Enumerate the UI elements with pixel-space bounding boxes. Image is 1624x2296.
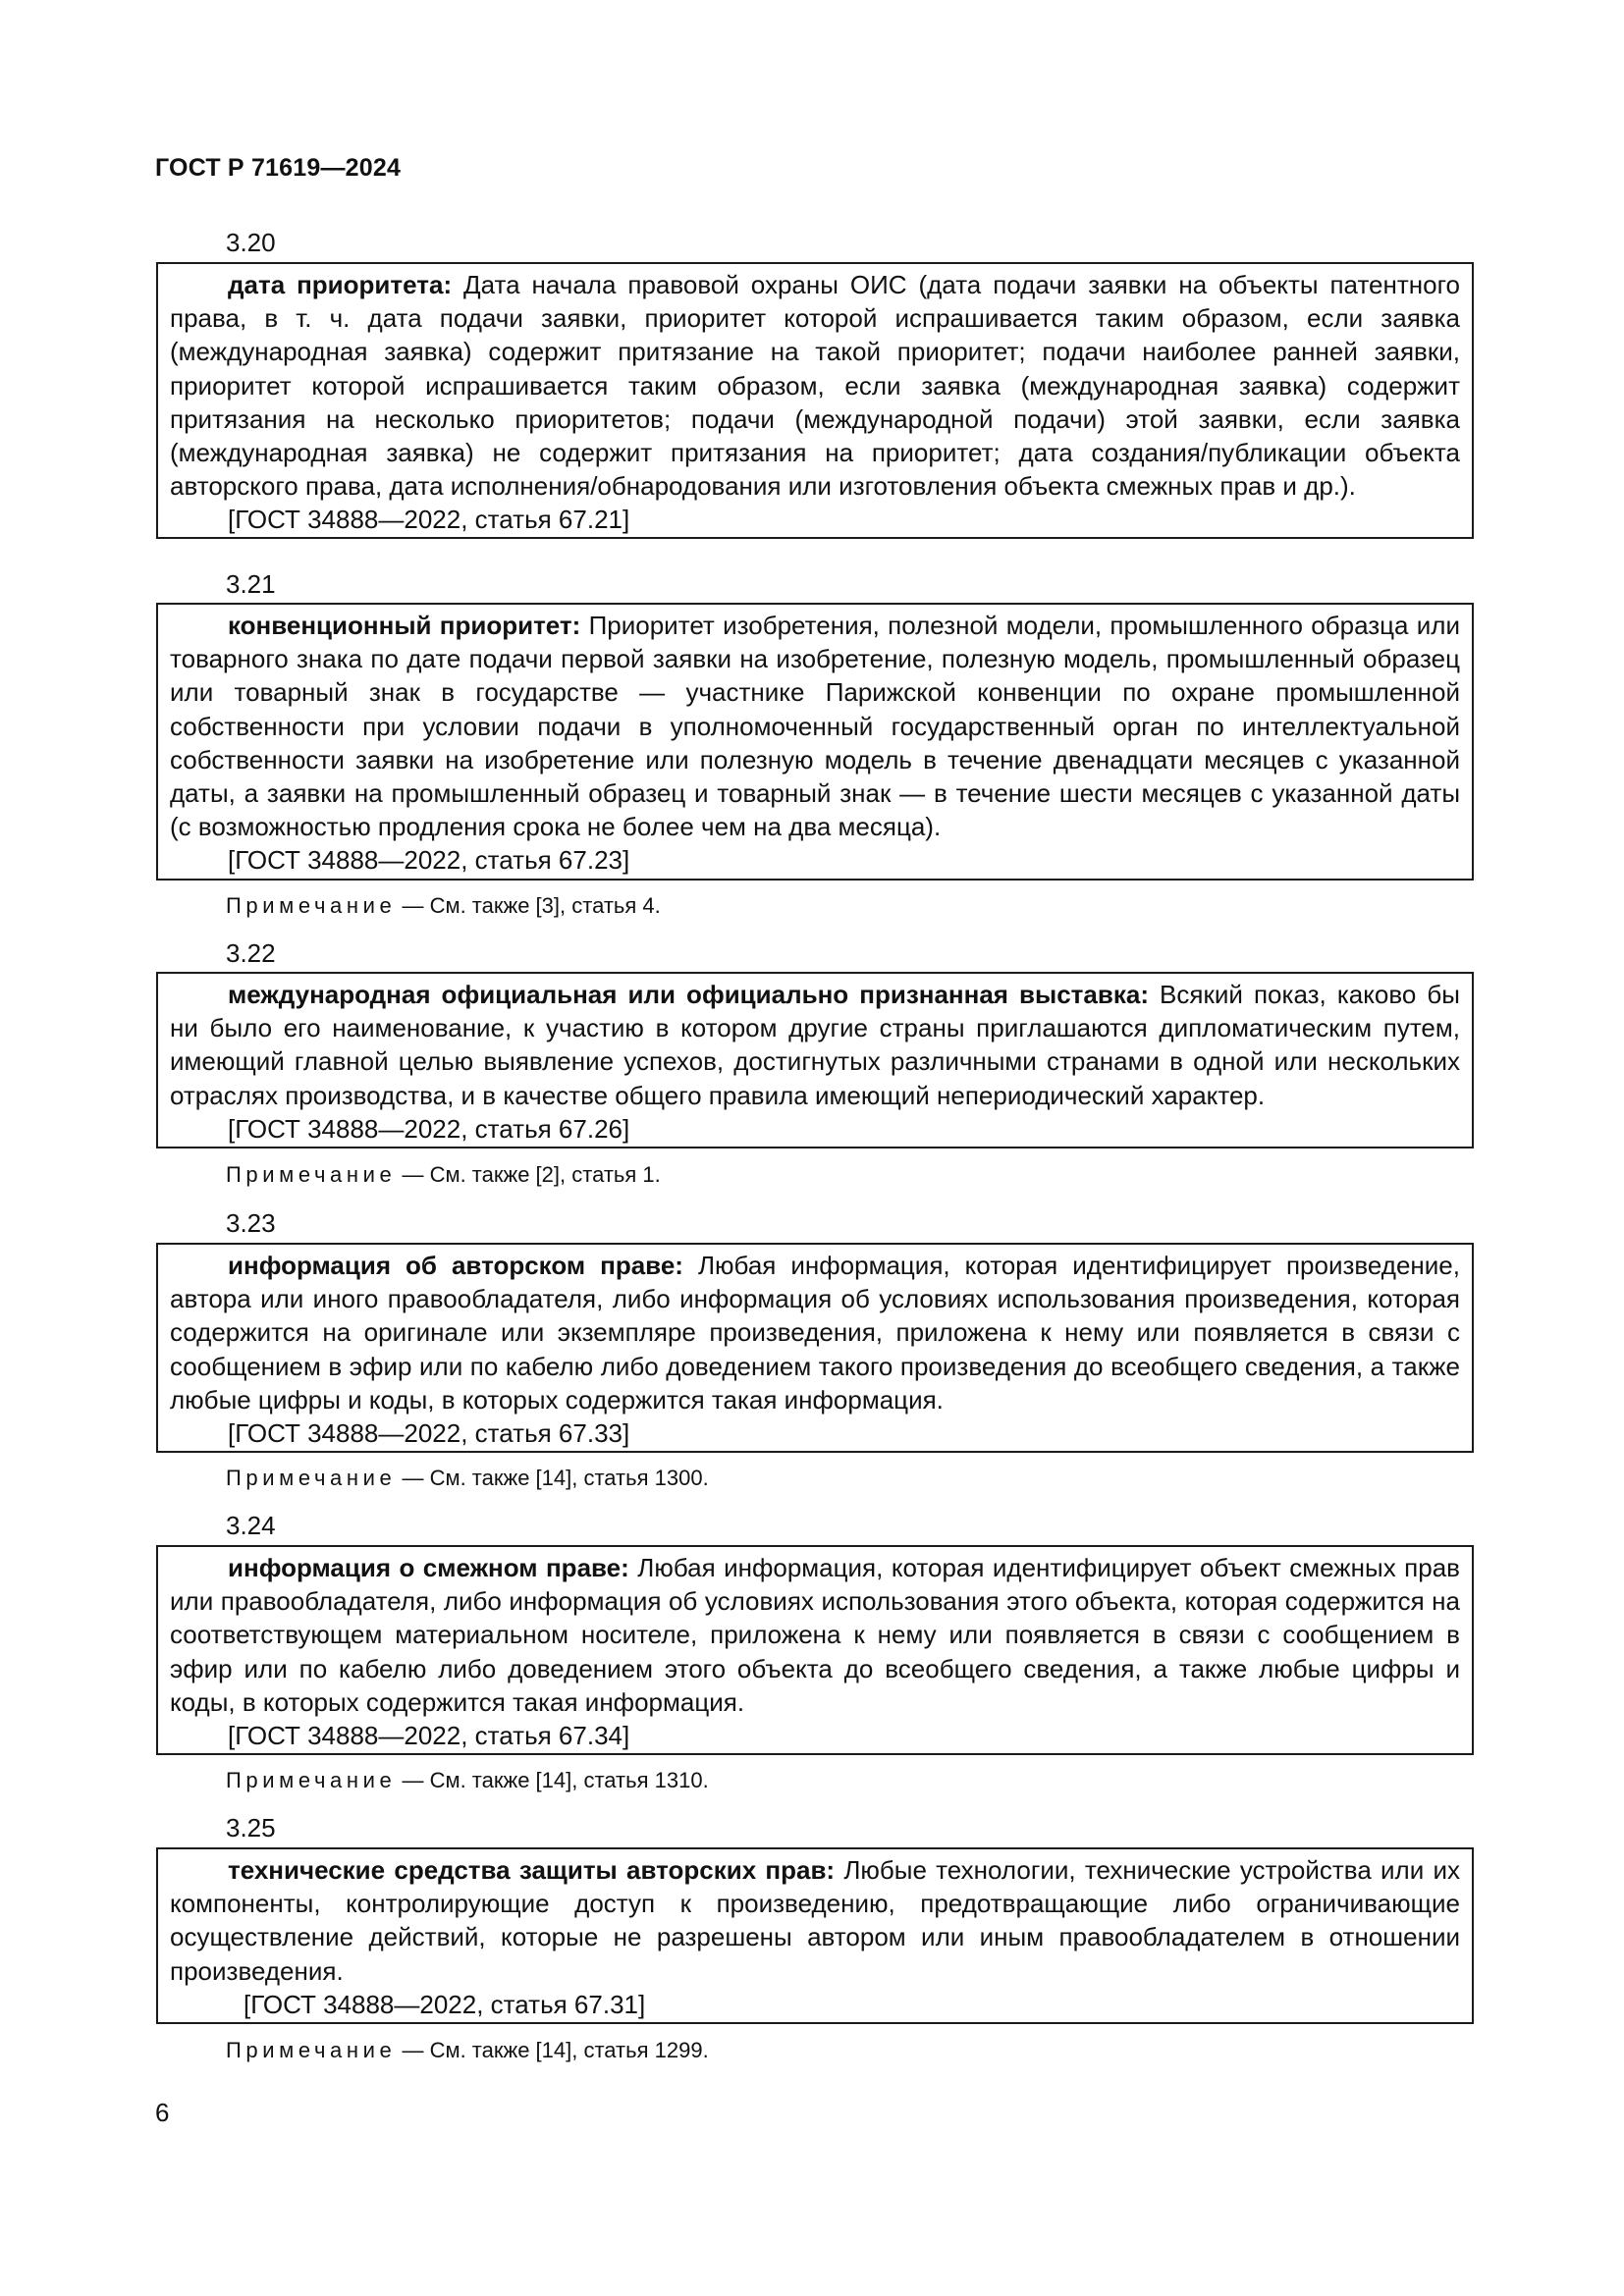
term-source: [ГОСТ 34888—2022, статья 67.26] [228,1113,630,1144]
note-label: Примечание [226,1768,397,1792]
term-number: 3.24 [226,1511,276,1540]
term-number: 3.23 [226,1208,276,1238]
note-text: — См. также [14], статья 1300. [396,1466,709,1490]
page-number: 6 [155,2098,170,2127]
term-definition-box [156,262,1474,539]
note-label: Примечание [226,893,397,918]
term-source: [ГОСТ 34888—2022, статья 67.34] [228,1721,630,1751]
term-name: международная официальная или официально признанная выставка: [228,980,1149,1009]
term-name: конвенционный приоритет: [228,611,581,640]
term-definition [170,978,1460,1112]
term-name: информация об авторском праве: [228,1251,683,1280]
term-definition [170,268,1460,503]
note-text: — См. также [3], статья 4. [396,893,661,918]
term-name: информация о смежном праве: [228,1553,629,1582]
term-number: 3.21 [226,569,276,599]
term-definition-box [156,1847,1474,2024]
term-definition-text: Любая информация, которая идентифицирует объект смежных прав или правообладателя, либо информация об условиях использования этого объекта, которая содержится на соответствующем материальном носителе, приложена к нему или появляется в связи с сообщением в эфир или по кабелю либо доведением этого объекта до всеобщего сведения, а также любые цифры и коды, в которых содержится такая информация. [170,1553,1460,1717]
term-source: [ГОСТ 34888—2022, статья 67.23] [228,845,630,876]
term-definition-text: Любая информация, которая идентифицирует произведение, автора или иного правообладателя, либо информация об условиях использования произведения, которая содержится на оригинале или экземпляре произведения, приложена к нему или появляется в связи с сообщением в эфир или по кабелю либо доведением такого произведения до всеобщего сведения, а также любые цифры и коды, в которых содержится такая информация. [170,1251,1460,1415]
term-definition-box [156,1243,1474,1453]
term-definition-text: Всякий показ, каково бы ни было его наименование, к участию в котором другие страны приглашаются дипломатическим путем, имеющий главной целью выявление успехов, достигнутых различными странами в одной или нескольких отраслях производства, и в качестве общего правила имеющий непериодический характер. [170,980,1460,1110]
note-text: — См. также [14], статья 1299. [396,2038,709,2062]
term-source: [ГОСТ 34888—2022, статья 67.21] [228,505,630,535]
note-text: — См. также [14], статья 1310. [396,1768,709,1792]
note-text: — См. также [2], статья 1. [396,1162,661,1187]
term-definition-box [156,972,1474,1148]
term-source: [ГОСТ 34888—2022, статья 67.31] [244,1989,646,2019]
term-definition-text: Любые технологии, технические устройства или их компоненты, контролирующие доступ к произведению, предотвращающие либо ограничивающие осуществление действий, которые не разрешены автором или иным правообладателем в отношении произведения. [170,1855,1460,1986]
term-definition [170,1853,1460,1988]
note-label: Примечание [226,2038,397,2062]
term-definition-box [156,603,1474,881]
term-definition-text: Приоритет изобретения, полезной модели, промышленного образца или товарного знака по дате подачи первой заявки на изобретение, полезную модель, промышленный образец или товарный знак в государстве — участнике Парижской конвенции по охране промышленной собственности при условии подачи в уполномоченный государственный орган по интеллектуальной собственности заявки на изобретение или полезную модель в течение двенадцати месяцев с указанной даты, а заявки на промышленный образец и товарный знак — в течение шести месяцев с указанной даты (с возможностью продления срока не более чем на два месяца). [170,611,1460,842]
term-note [226,893,661,919]
term-definition-box [156,1545,1474,1755]
term-name: технические средства защиты авторских прав: [228,1855,836,1885]
term-number: 3.22 [226,938,276,968]
term-definition [170,609,1460,843]
note-label: Примечание [226,1466,397,1490]
term-definition [170,1249,1460,1416]
term-definition [170,1551,1460,1719]
term-note [226,1162,661,1188]
term-source: [ГОСТ 34888—2022, статья 67.33] [228,1418,630,1449]
term-note [226,1768,709,1793]
document-code: ГОСТ Р 71619—2024 [155,154,402,182]
note-label: Примечание [226,1162,397,1187]
term-note [226,2038,709,2063]
term-name: дата приоритета: [228,270,453,299]
term-number: 3.25 [226,1813,276,1842]
term-number: 3.20 [226,228,276,257]
term-definition-text: Дата начала правовой охраны ОИС (дата подачи заявки на объекты патентного права, в т. ч. дата подачи заявки, приоритет которой испрашивается таким образом, если заявка (международная заявка) содержит притязание на такой приоритет; подачи наиболее ранней заявки, приоритет которой испрашивается таким образом, если заявка (международная заявка) содержит притязания на несколько приоритетов; подачи (международной подачи) этой заявки, если заявка (международная заявка) не содержит притязания на приоритет; дата создания/публикации объекта авторского права, дата исполнения/обнародования или изготовления объекта смежных прав и др.). [170,270,1460,502]
term-note [226,1466,709,1491]
